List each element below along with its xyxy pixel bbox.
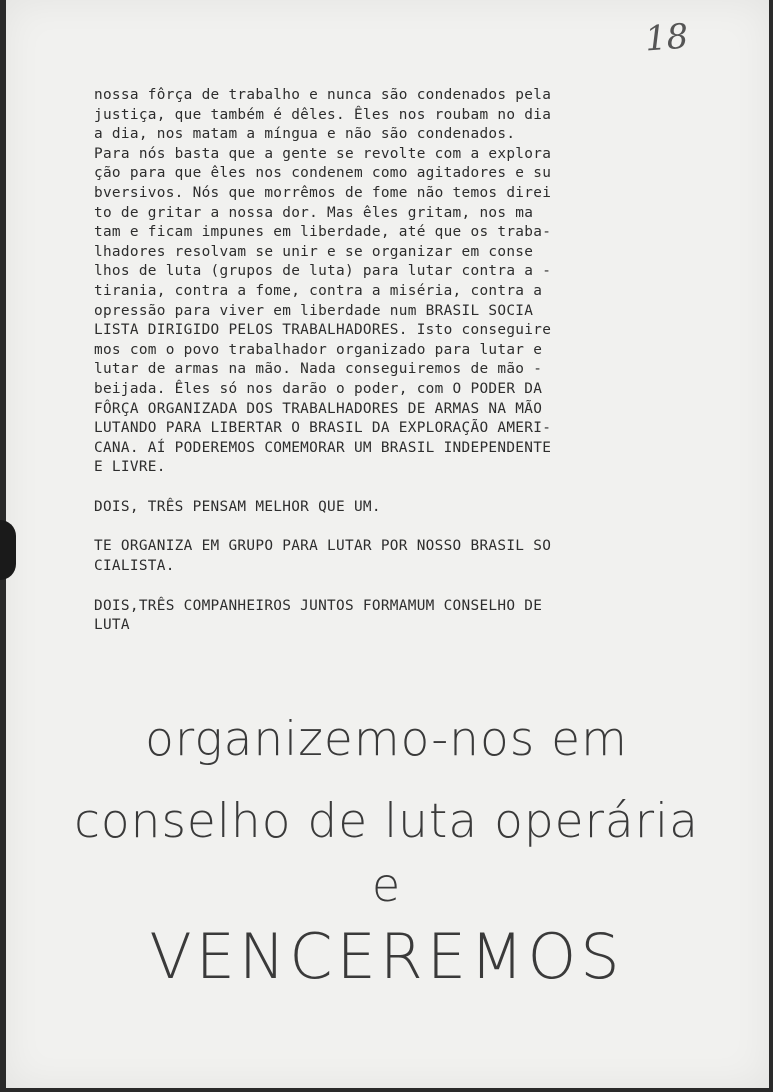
slogan-line-3: e bbox=[371, 858, 402, 912]
text-line: E LIVRE. bbox=[94, 459, 166, 476]
typed-text bbox=[94, 86, 734, 656]
text-line: nossa fôrça de trabalho e nunca são condenados pela bbox=[94, 87, 552, 103]
paragraph-1 bbox=[94, 86, 734, 478]
text-line: to de gritar a nossa dor. Mas êles gritam, nos ma bbox=[94, 204, 534, 221]
paragraph-4 bbox=[94, 597, 734, 636]
text-line: a dia, nos matam a míngua e não são condenados. bbox=[94, 126, 516, 143]
text-line: lhos de luta (grupos de luta) para lutar contra a - bbox=[94, 263, 552, 280]
paragraph-3 bbox=[94, 537, 734, 576]
text-line: tam e ficam impunes em liberdade, até que os traba- bbox=[94, 224, 552, 241]
text-line: opressão para viver em liberdade num BRASIL SOCIA bbox=[94, 302, 534, 319]
text-line: CIALISTA. bbox=[94, 558, 175, 575]
punch-hole bbox=[0, 520, 16, 580]
text-line: LUTANDO PARA LIBERTAR O BRASIL DA EXPLORAÇÃO AMERI- bbox=[94, 420, 552, 437]
text-line: LUTA bbox=[94, 617, 130, 634]
text-line: CANA. AÍ PODEREMOS COMEMORAR UM BRASIL INDEPENDENTE bbox=[94, 439, 552, 456]
text-line: TE ORGANIZA EM GRUPO PARA LUTAR POR NOSSO BRASIL SO bbox=[94, 538, 552, 555]
page-number: 18 bbox=[643, 16, 690, 60]
text-line: ção para que êles nos condenem como agitadores e su bbox=[94, 165, 552, 182]
text-line: LISTA DIRIGIDO PELOS TRABALHADORES. Isto conseguire bbox=[94, 322, 552, 339]
text-line: beijada. Êles só nos darão o poder, com O PODER DA bbox=[94, 380, 543, 397]
slogan-line-1: organizemo-nos em bbox=[145, 712, 628, 767]
text-line: lutar de armas na mão. Nada conseguiremos de mão - bbox=[94, 361, 543, 378]
text-line: DOIS,TRÊS COMPANHEIROS JUNTOS FORMAMUM CONSELHO DE bbox=[94, 597, 543, 614]
slogan-line-2: conselho de luta operária bbox=[74, 794, 699, 849]
text-line: Para nós basta que a gente se revolte com a explora bbox=[94, 145, 552, 162]
text-line: mos com o povo trabalhador organizado para lutar e bbox=[94, 341, 543, 358]
text-line: justiça, que também é dêles. Êles nos roubam no dia bbox=[94, 106, 552, 123]
text-line: DOIS, TRÊS PENSAM MELHOR QUE UM. bbox=[94, 498, 381, 515]
text-line: bversivos. Nós que morrêmos de fome não temos direi bbox=[94, 184, 552, 201]
paragraph-2 bbox=[94, 498, 734, 518]
text-line: FÔRÇA ORGANIZADA DOS TRABALHADORES DE ARMAS NA MÃO bbox=[94, 400, 543, 417]
text-line: tirania, contra a fome, contra a miséria, contra a bbox=[94, 282, 543, 299]
slogan-line-4: VENCEREMOS bbox=[149, 920, 624, 993]
text-line: lhadores resolvam se unir e se organizar em conse bbox=[94, 243, 534, 260]
